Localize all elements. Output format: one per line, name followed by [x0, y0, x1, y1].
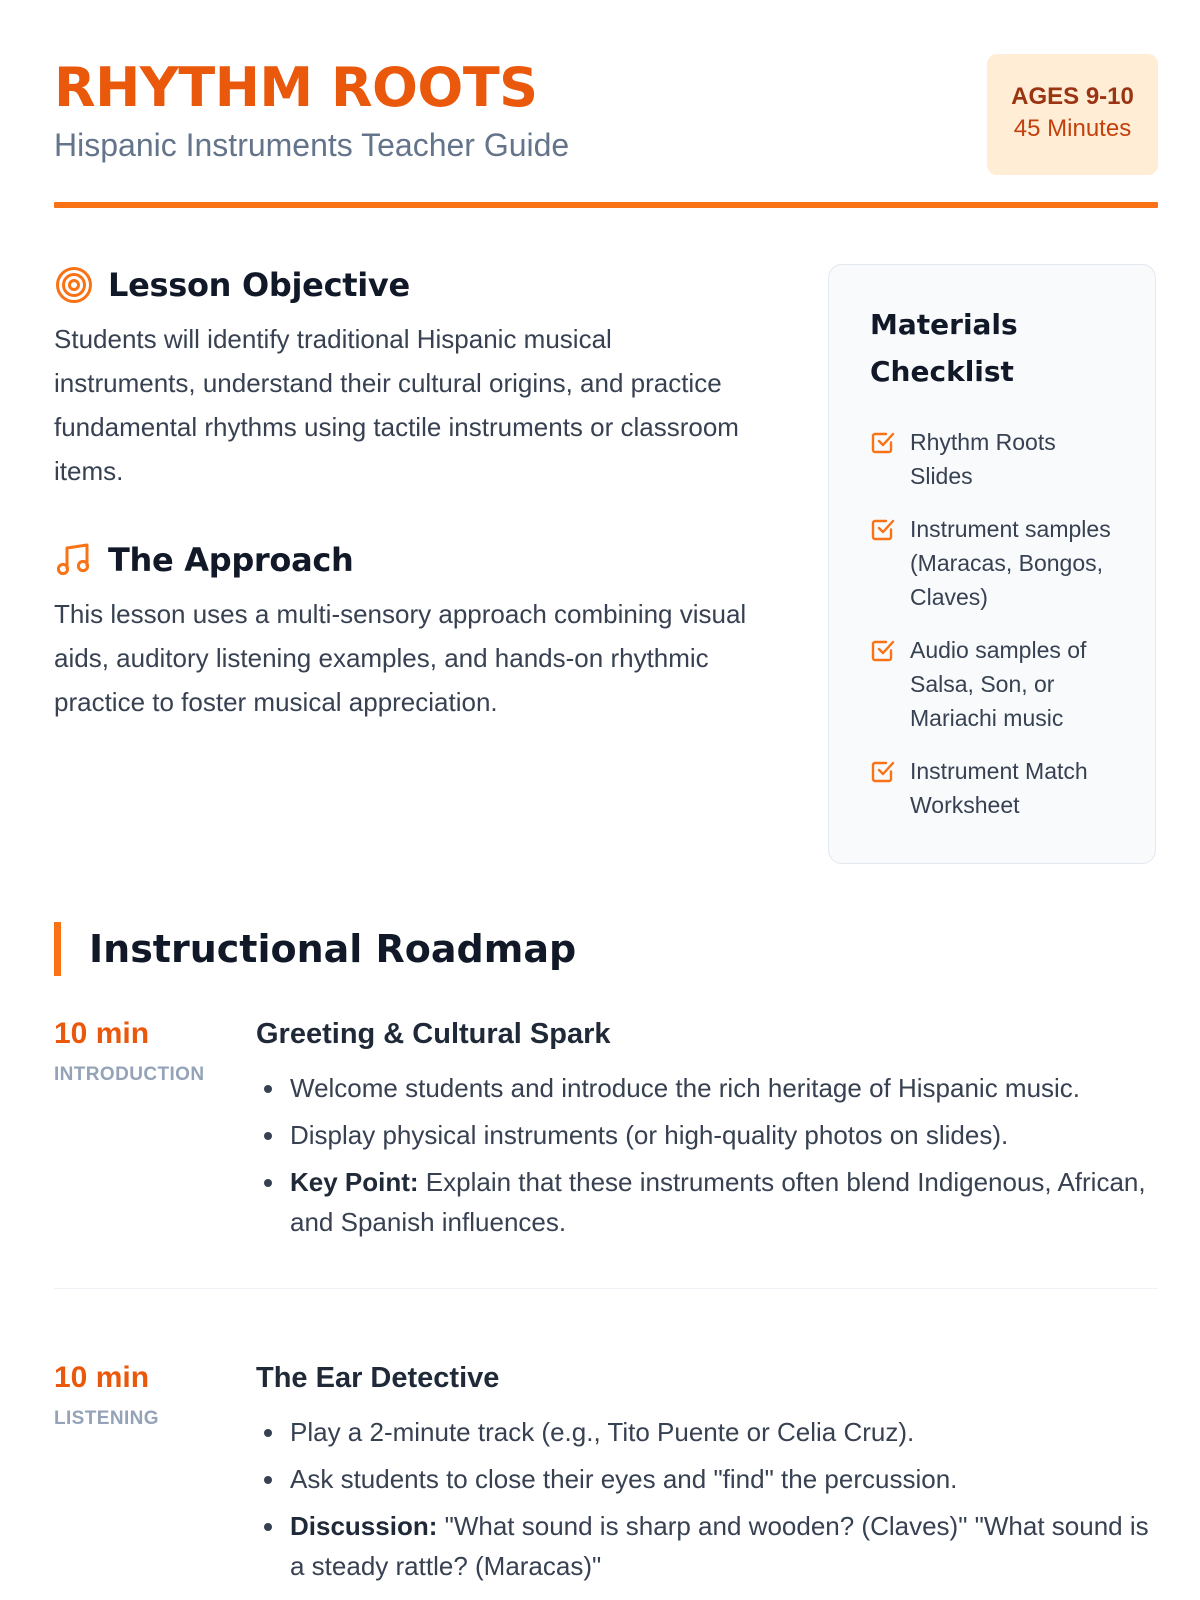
objective-heading: Lesson Objective [108, 266, 410, 304]
roadmap-heading: Instructional Roadmap [89, 927, 577, 971]
step-point [256, 1459, 1158, 1499]
step-point-text: Explain that these instruments often blend Indigenous, African, and Spanish influences. [290, 1167, 1146, 1237]
materials-list [870, 425, 1119, 822]
objective-text: Students will identify traditional Hispanic musical instruments, understand their cultural origins, and practice fundamental rhythms using tactile instruments or classroom items. [54, 324, 739, 486]
age-range-label: AGES 9-10 [1011, 83, 1134, 110]
step-time: 10 min [54, 1017, 150, 1050]
step-content [256, 1014, 1158, 1249]
step-point-text: Display physical instruments (or high-quality photos on slides). [290, 1120, 1009, 1150]
step-point-label: Key Point: [290, 1167, 419, 1197]
materials-item [870, 754, 1119, 822]
checkbox-checked-icon [870, 516, 896, 542]
checkbox-checked-icon [870, 637, 896, 663]
step-points [256, 1412, 1158, 1586]
step-points [256, 1068, 1158, 1242]
roadmap-heading-row [54, 922, 576, 976]
materials-item [870, 425, 1119, 493]
approach-text: This lesson uses a multi-sensory approach combining visual aids, auditory listening examples, and hands-on rhythmic practice to foster musical appreciation. [54, 599, 747, 717]
step-divider [54, 1288, 1158, 1289]
target-icon [54, 265, 94, 305]
approach-heading-row [54, 535, 754, 585]
step-point-text: Welcome students and introduce the rich heritage of Hispanic music. [290, 1073, 1081, 1103]
step-title: The Ear Detective [256, 1362, 500, 1394]
page-title: RHYTHM ROOTS [54, 56, 538, 119]
step-point [256, 1506, 1158, 1586]
materials-checklist-card [828, 264, 1156, 864]
age-duration-badge [987, 54, 1158, 175]
materials-item-label: Rhythm Roots Slides [910, 429, 1056, 489]
approach-heading: The Approach [108, 541, 354, 579]
lesson-overview [54, 260, 754, 724]
step-point-label: Discussion: [290, 1511, 438, 1541]
page-header [54, 0, 1158, 208]
materials-heading: Materials Checklist [870, 308, 1018, 388]
materials-item [870, 633, 1119, 735]
objective-heading-row [54, 260, 754, 310]
header-divider [54, 202, 1158, 208]
materials-item-label: Instrument samples (Maracas, Bongos, Claves) [910, 516, 1111, 610]
step-point-text: "What sound is sharp and wooden? (Claves)" "What sound is a steady rattle? (Maracas)" [290, 1511, 1149, 1581]
step-point-text: Play a 2-minute track (e.g., Tito Puente or Celia Cruz). [290, 1417, 915, 1447]
step-point [256, 1115, 1158, 1155]
step-point [256, 1068, 1158, 1108]
checkbox-checked-icon [870, 429, 896, 455]
duration-label: 45 Minutes [1013, 115, 1132, 142]
approach-section [54, 535, 754, 724]
materials-item [870, 512, 1119, 614]
teacher-guide-page [54, 0, 1158, 1581]
materials-item-label: Instrument Match Worksheet [910, 758, 1088, 818]
checkbox-checked-icon [870, 758, 896, 784]
step-title: Greeting & Cultural Spark [256, 1018, 611, 1050]
step-point-text: Ask students to close their eyes and "find" the percussion. [290, 1464, 958, 1494]
step-time: 10 min [54, 1361, 150, 1394]
page-subtitle: Hispanic Instruments Teacher Guide [54, 127, 570, 163]
materials-item-label: Audio samples of Salsa, Son, or Mariachi music [910, 637, 1087, 731]
step-phase: INTRODUCTION [54, 1064, 205, 1085]
step-content [256, 1358, 1158, 1593]
roadmap-accent-bar [54, 922, 61, 976]
step-point [256, 1162, 1158, 1242]
music-note-icon [54, 540, 94, 580]
step-phase: LISTENING [54, 1408, 159, 1429]
step-point [256, 1412, 1158, 1452]
